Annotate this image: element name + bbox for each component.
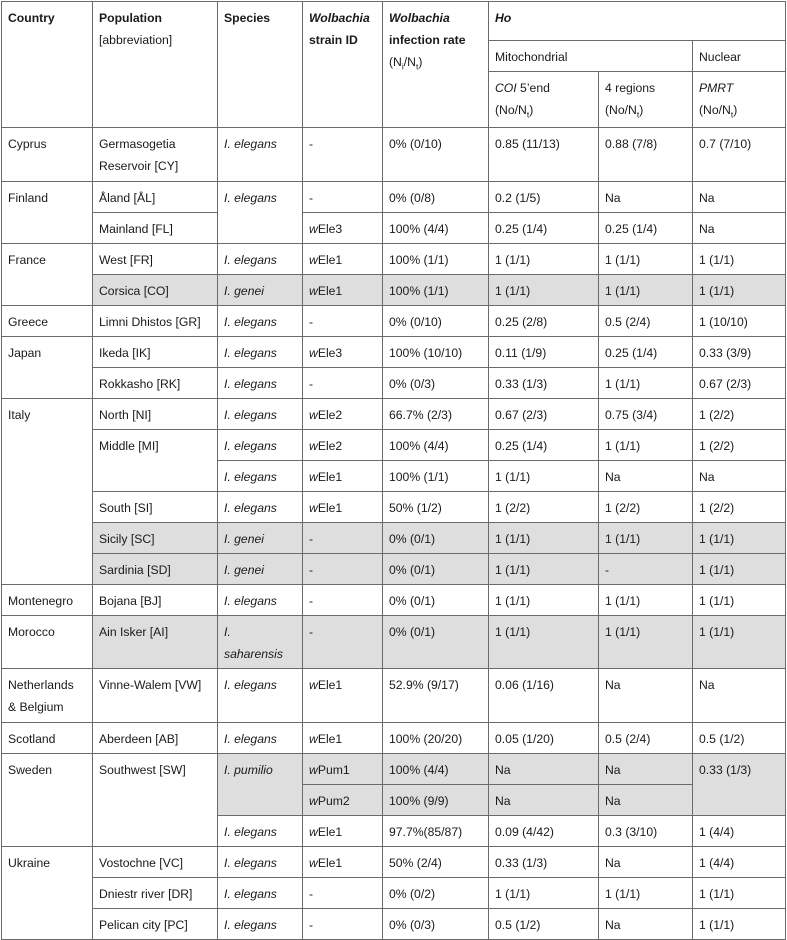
regions-cell: Na [599, 669, 693, 723]
coi-cell: 1 (1/1) [489, 244, 599, 275]
population-cell: Germasogetia Reservoir [CY] [93, 128, 218, 182]
pmrt-cell: 1 (1/1) [693, 878, 786, 909]
species-cell: I. elegans [218, 244, 303, 275]
table-row [2, 128, 786, 182]
population-cell: Corsica [CO] [93, 275, 218, 306]
rate-cell: 100% (20/20) [383, 723, 489, 754]
population-cell: Ain Isker [AI] [93, 616, 218, 669]
strain-cell: wEle1 [303, 669, 383, 723]
table-row [2, 275, 786, 306]
header-rate-formula: $(N_i/N_t)$ [389, 55, 423, 72]
population-cell: Mainland [FL] [93, 213, 218, 244]
strain-cell: wEle1 [303, 461, 383, 492]
population-cell: Aberdeen [AB] [93, 723, 218, 754]
country-cell: France [2, 244, 93, 306]
regions-cell: Na [599, 785, 693, 816]
strain-cell: - [303, 306, 383, 337]
population-cell: Ikeda [IK] [93, 337, 218, 368]
species-cell: I. elegans [218, 461, 303, 492]
header-ho: Ho [489, 2, 786, 41]
table-row [2, 847, 786, 878]
coi-cell: 1 (1/1) [489, 461, 599, 492]
strain-cell: - [303, 523, 383, 554]
rate-cell: 100% (4/4) [383, 430, 489, 461]
coi-cell: 0.06 (1/16) [489, 669, 599, 723]
country-cell: Netherlands & Belgium [2, 669, 93, 723]
pmrt-cell: 0.33 (1/3) [693, 754, 786, 816]
regions-cell: 1 (1/1) [599, 244, 693, 275]
pmrt-cell: Na [693, 669, 786, 723]
pmrt-cell: Na [693, 461, 786, 492]
population-cell: West [FR] [93, 244, 218, 275]
population-cell: Åland [ÅL] [93, 182, 218, 213]
regions-cell: 1 (1/1) [599, 878, 693, 909]
regions-cell: 1 (2/2) [599, 492, 693, 523]
regions-cell: 1 (1/1) [599, 430, 693, 461]
pmrt-cell: 0.67 (2/3) [693, 368, 786, 399]
pmrt-cell: 1 (1/1) [693, 523, 786, 554]
species-cell: I. elegans [218, 182, 303, 244]
table-row [2, 554, 786, 585]
strain-cell: wPum1 [303, 754, 383, 785]
strain-cell: - [303, 909, 383, 940]
rate-cell: 0% (0/1) [383, 616, 489, 669]
strain-cell: - [303, 585, 383, 616]
pmrt-cell: 0.7 (7/10) [693, 128, 786, 182]
table-row [2, 213, 786, 244]
pmrt-cell: 0.5 (1/2) [693, 723, 786, 754]
regions-cell: Na [599, 909, 693, 940]
species-cell: I. elegans [218, 669, 303, 723]
country-cell: Ukraine [2, 847, 93, 940]
species-cell: I. elegans [218, 878, 303, 909]
table-row [2, 723, 786, 754]
regions-cell: Na [599, 847, 693, 878]
rate-cell: 100% (9/9) [383, 785, 489, 816]
rate-cell: 0% (0/1) [383, 523, 489, 554]
pmrt-cell: Na [693, 182, 786, 213]
regions-cell: 1 (1/1) [599, 616, 693, 669]
pmrt-cell: 1 (2/2) [693, 399, 786, 430]
rate-cell: 0% (0/3) [383, 909, 489, 940]
country-cell: Scotland [2, 723, 93, 754]
table-row [2, 306, 786, 337]
strain-cell: - [303, 554, 383, 585]
regions-cell: 0.25 (1/4) [599, 213, 693, 244]
table-row [2, 492, 786, 523]
coi-cell: 0.05 (1/20) [489, 723, 599, 754]
pmrt-cell: 0.33 (3/9) [693, 337, 786, 368]
population-cell: Vostochne [VC] [93, 847, 218, 878]
strain-cell: - [303, 616, 383, 669]
population-cell: Dniestr river [DR] [93, 878, 218, 909]
coi-cell: 0.85 (11/13) [489, 128, 599, 182]
strain-cell: wEle3 [303, 213, 383, 244]
species-cell: I. elegans [218, 306, 303, 337]
species-cell: I. elegans [218, 430, 303, 461]
rate-cell: 0% (0/2) [383, 878, 489, 909]
regions-cell: 0.3 (3/10) [599, 816, 693, 847]
table-row [2, 909, 786, 940]
header-4-regions: 4 regions $(No/N_t)$ [599, 72, 693, 128]
country-cell: Japan [2, 337, 93, 399]
country-cell: Greece [2, 306, 93, 337]
pmrt-cell: Na [693, 213, 786, 244]
rate-cell: 100% (1/1) [383, 275, 489, 306]
country-cell: Morocco [2, 616, 93, 669]
coi-cell: 1 (1/1) [489, 878, 599, 909]
header-species: Species [218, 2, 303, 128]
pmrt-cell: 1 (10/10) [693, 306, 786, 337]
strain-cell: wEle1 [303, 244, 383, 275]
table-header [2, 2, 786, 128]
species-cell: I. elegans [218, 585, 303, 616]
coi-cell: Na [489, 754, 599, 785]
coi-cell: 1 (1/1) [489, 554, 599, 585]
wolbachia-table [1, 1, 786, 940]
pmrt-cell: 1 (1/1) [693, 244, 786, 275]
rate-cell: 66.7% (2/3) [383, 399, 489, 430]
rate-cell: 52.9% (9/17) [383, 669, 489, 723]
coi-cell: 1 (1/1) [489, 616, 599, 669]
regions-cell: Na [599, 182, 693, 213]
header-country: Country [2, 2, 93, 128]
rate-cell: 100% (1/1) [383, 461, 489, 492]
table-row [2, 182, 786, 213]
species-cell: I. genei [218, 554, 303, 585]
pmrt-cell: 1 (2/2) [693, 430, 786, 461]
coi-cell: 0.25 (1/4) [489, 430, 599, 461]
country-cell: Cyprus [2, 128, 93, 182]
species-cell: I. elegans [218, 847, 303, 878]
rate-cell: 100% (4/4) [383, 213, 489, 244]
table-row [2, 337, 786, 368]
rate-cell: 0% (0/3) [383, 368, 489, 399]
header-infection-rate: Wolbachia infection rate $(N_i/N_t)$ [383, 2, 489, 128]
country-cell: Montenegro [2, 585, 93, 616]
rate-cell: 0% (0/1) [383, 585, 489, 616]
population-cell: South [SI] [93, 492, 218, 523]
country-cell: Italy [2, 399, 93, 585]
strain-cell: wEle2 [303, 399, 383, 430]
rate-cell: 0% (0/1) [383, 554, 489, 585]
regions-cell: 1 (1/1) [599, 585, 693, 616]
rate-cell: 100% (1/1) [383, 244, 489, 275]
species-cell: I. pumilio [218, 754, 303, 816]
pmrt-cell: 1 (1/1) [693, 909, 786, 940]
strain-cell: wEle1 [303, 816, 383, 847]
species-cell: I. elegans [218, 368, 303, 399]
strain-cell: - [303, 182, 383, 213]
species-cell: I. genei [218, 275, 303, 306]
strain-cell: wEle1 [303, 847, 383, 878]
population-cell: Limni Dhistos [GR] [93, 306, 218, 337]
table-row [2, 585, 786, 616]
pmrt-cell: 1 (2/2) [693, 492, 786, 523]
country-cell: Finland [2, 182, 93, 244]
header-strain-id: Wolbachia strain ID [303, 2, 383, 128]
pmrt-cell: 1 (1/1) [693, 554, 786, 585]
header-mitochondrial: Mitochondrial [489, 41, 693, 72]
table-row [2, 616, 786, 669]
header-pmrt: PMRT $(No/N_t)$ [693, 72, 786, 128]
coi-cell: 0.33 (1/3) [489, 368, 599, 399]
table-row [2, 399, 786, 430]
population-cell: Middle [MI] [93, 430, 218, 492]
coi-cell: 0.25 (2/8) [489, 306, 599, 337]
regions-cell: Na [599, 461, 693, 492]
coi-cell: 0.25 (1/4) [489, 213, 599, 244]
coi-cell: 0.2 (1/5) [489, 182, 599, 213]
regions-cell: 1 (1/1) [599, 523, 693, 554]
strain-cell: wEle2 [303, 430, 383, 461]
header-population: Population [abbreviation] [93, 2, 218, 128]
species-cell: I. elegans [218, 816, 303, 847]
header-population-sub: [abbreviation] [99, 33, 173, 47]
species-cell: I. elegans [218, 337, 303, 368]
table-body [2, 128, 786, 940]
population-cell: Bojana [BJ] [93, 585, 218, 616]
strain-cell: wEle1 [303, 275, 383, 306]
table-row [2, 430, 786, 461]
regions-cell: Na [599, 754, 693, 785]
coi-cell: 0.5 (1/2) [489, 909, 599, 940]
pmrt-cell: 1 (4/4) [693, 847, 786, 878]
rate-cell: 0% (0/10) [383, 128, 489, 182]
species-cell: I. elegans [218, 909, 303, 940]
regions-cell: 0.88 (7/8) [599, 128, 693, 182]
regions-cell: 0.5 (2/4) [599, 306, 693, 337]
population-cell: North [NI] [93, 399, 218, 430]
population-cell: Vinne-Walem [VW] [93, 669, 218, 723]
coi-cell: Na [489, 785, 599, 816]
population-cell: Southwest [SW] [93, 754, 218, 847]
table-row [2, 669, 786, 723]
table-row [2, 523, 786, 554]
pmrt-cell: 1 (4/4) [693, 816, 786, 847]
pmrt-cell: 1 (1/1) [693, 585, 786, 616]
coi-cell: 0.67 (2/3) [489, 399, 599, 430]
strain-cell: wPum2 [303, 785, 383, 816]
coi-cell: 1 (2/2) [489, 492, 599, 523]
rate-cell: 50% (2/4) [383, 847, 489, 878]
population-cell: Sardinia [SD] [93, 554, 218, 585]
species-cell: I. genei [218, 523, 303, 554]
species-cell: I. elegans [218, 128, 303, 182]
table-row [2, 878, 786, 909]
pmrt-cell: 1 (1/1) [693, 616, 786, 669]
coi-cell: 1 (1/1) [489, 585, 599, 616]
strain-cell: - [303, 368, 383, 399]
rate-cell: 0% (0/8) [383, 182, 489, 213]
strain-cell: - [303, 128, 383, 182]
rate-cell: 100% (4/4) [383, 754, 489, 785]
header-nuclear: Nuclear [693, 41, 786, 72]
rate-cell: 0% (0/10) [383, 306, 489, 337]
species-cell: I. saharensis [218, 616, 303, 669]
table-row [2, 754, 786, 785]
species-cell: I. elegans [218, 399, 303, 430]
table-row [2, 368, 786, 399]
pmrt-cell: 1 (1/1) [693, 275, 786, 306]
regions-cell: 0.25 (1/4) [599, 337, 693, 368]
population-cell: Pelican city [PC] [93, 909, 218, 940]
rate-cell: 97.7%(85/87) [383, 816, 489, 847]
coi-cell: 1 (1/1) [489, 523, 599, 554]
table-row [2, 244, 786, 275]
species-cell: I. elegans [218, 492, 303, 523]
regions-cell: 1 (1/1) [599, 368, 693, 399]
strain-cell: wEle3 [303, 337, 383, 368]
country-cell: Sweden [2, 754, 93, 847]
species-cell: I. elegans [218, 723, 303, 754]
coi-cell: 0.11 (1/9) [489, 337, 599, 368]
rate-cell: 100% (10/10) [383, 337, 489, 368]
coi-cell: 0.33 (1/3) [489, 847, 599, 878]
strain-cell: - [303, 878, 383, 909]
population-cell: Sicily [SC] [93, 523, 218, 554]
rate-cell: 50% (1/2) [383, 492, 489, 523]
coi-cell: 0.09 (4/42) [489, 816, 599, 847]
regions-cell: 1 (1/1) [599, 275, 693, 306]
strain-cell: wEle1 [303, 723, 383, 754]
header-coi: COI 5’end $(No/N_t)$ [489, 72, 599, 128]
regions-cell: - [599, 554, 693, 585]
regions-cell: 0.5 (2/4) [599, 723, 693, 754]
population-cell: Rokkasho [RK] [93, 368, 218, 399]
coi-cell: 1 (1/1) [489, 275, 599, 306]
regions-cell: 0.75 (3/4) [599, 399, 693, 430]
strain-cell: wEle1 [303, 492, 383, 523]
